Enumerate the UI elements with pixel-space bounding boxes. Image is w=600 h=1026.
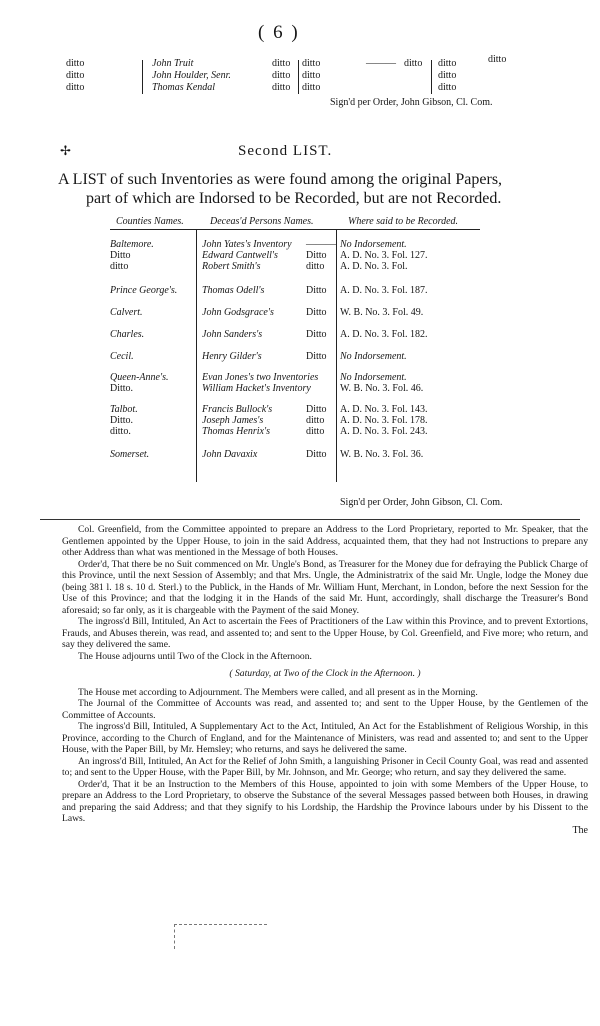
ditto-cell: Ditto xyxy=(306,307,327,318)
column-rule xyxy=(196,230,197,482)
county-name: Ditto. xyxy=(110,415,134,426)
record-reference: A. D. No. 3. Fol. xyxy=(340,261,408,272)
deceased-name: Thomas Henrix's xyxy=(202,426,270,437)
county-ditto: ditto xyxy=(66,82,85,93)
paragraph: Order'd, That it be an Instruction to the Members of this House, appointed to join with some Members of the Upper House, to prepare an Address to the Lord Proprietary, to observe the Substance of the several Messages passed between both Houses, in drawing and preparing the said Address; and that they signify to his Lordship, the Hardship the Province labours under by his Dissent to the Laws. xyxy=(62,778,588,824)
county-name: ditto. xyxy=(110,426,131,437)
deceased-name: Edward Cantwell's xyxy=(202,250,278,261)
ditto-cell: ditto xyxy=(302,82,321,93)
header-deceased: Deceas'd Persons Names. xyxy=(210,216,314,227)
ditto-cell: ditto xyxy=(404,58,423,69)
deceased-name: Thomas Kendal xyxy=(152,82,216,93)
county-ditto: ditto xyxy=(66,58,85,69)
deceased-name: Evan Jones's two Inventories xyxy=(202,372,319,383)
heading-line-2: part of which are Indorsed to be Recorded, but are not Recorded. xyxy=(86,190,502,207)
star-mark: ✢ xyxy=(60,143,71,158)
county-name: Charles. xyxy=(110,329,145,340)
deceased-name: William Hacket's Inventory xyxy=(202,383,311,394)
ditto-cell: ditto xyxy=(302,70,321,81)
record-reference: A. D. No. 3. Fol. 187. xyxy=(340,285,428,296)
record-reference: A. D. No. 3. Fol. 178. xyxy=(340,415,428,426)
ditto-cell: Ditto xyxy=(306,329,327,340)
column-rule xyxy=(298,60,299,94)
column-rule xyxy=(431,60,432,94)
ditto-cell: ditto xyxy=(306,426,325,437)
record-reference: No Indorsement. xyxy=(340,239,407,250)
second-list-title: Second LIST. xyxy=(238,143,333,159)
deceased-name: Joseph James's xyxy=(202,415,264,426)
heading-line-1: A LIST of such Inventories as were found among the original Papers, xyxy=(58,171,503,188)
record-reference: A. D. No. 3. Fol. 243. xyxy=(340,426,428,437)
paragraph: The ingross'd Bill, Intituled, An Act to ascertain the Fees of Practitioners of the Law within this Province, and to prevent Extortions, Frauds, and Abuses therein, was read, and assented to; and sent to the Upper House, by Col. Greenfield, and Five more; who return, and say they delivered the same. xyxy=(62,616,588,650)
signed-order-top: Sign'd per Order, John Gibson, Cl. Com. xyxy=(330,97,493,108)
record-reference: No Indorsement. xyxy=(340,351,407,362)
record-reference: A. D. No. 3. Fol. 182. xyxy=(340,329,428,340)
deceased-name: Thomas Odell's xyxy=(202,285,265,296)
dash-mark: ——— xyxy=(366,58,396,69)
record-reference: W. B. No. 3. Fol. 36. xyxy=(340,449,424,460)
header-counties: Counties Names. xyxy=(116,216,184,227)
county-name: Calvert. xyxy=(110,307,143,318)
catchword: The xyxy=(572,824,588,836)
ditto-cell: ditto xyxy=(272,58,291,69)
column-rule xyxy=(142,60,143,94)
ditto-cell: Ditto xyxy=(306,285,327,296)
county-name: Ditto. xyxy=(110,383,134,394)
county-name: Ditto xyxy=(110,250,131,261)
deceased-name: Robert Smith's xyxy=(202,261,261,272)
paragraph: The House adjourns until Two of the Clock in the Afternoon. xyxy=(78,650,312,662)
ditto-cell: ditto xyxy=(438,82,457,93)
deceased-name: John Godsgrace's xyxy=(202,307,274,318)
header-where-recorded: Where said to be Recorded. xyxy=(348,216,459,227)
deceased-name: John Truit xyxy=(152,58,194,69)
journal-text xyxy=(62,524,588,836)
ditto-cell: Ditto xyxy=(306,351,327,362)
ditto-cell: ditto xyxy=(438,58,457,69)
record-reference: No Indorsement. xyxy=(340,372,407,383)
ditto-cell: ditto xyxy=(488,54,507,65)
ditto-cell: ditto xyxy=(306,261,325,272)
deceased-name: John Sanders's xyxy=(202,329,263,340)
list-heading xyxy=(58,170,578,208)
section-rule xyxy=(40,519,580,520)
deceased-name: John Yates's Inventory xyxy=(202,239,292,250)
ditto-cell: Ditto xyxy=(306,449,327,460)
paragraph: An ingross'd Bill, Intituled, An Act for the Relief of John Smith, a languishing Prisoner in Cecil County Goal, was read and assented to; and sent to the Upper House, with the Paper Bill, by Mr. Johnson, and Mr. George; who return, and say they delivered the same. xyxy=(62,755,588,778)
deceased-name: John Houlder, Senr. xyxy=(152,70,231,81)
paragraph: The House met according to Adjournment. The Members were called, and all present as in the Morning. xyxy=(78,686,478,698)
county-name: Cecil. xyxy=(110,351,134,362)
ditto-cell: ditto xyxy=(438,70,457,81)
deceased-name: Henry Gilder's xyxy=(202,351,262,362)
county-name: Talbot. xyxy=(110,404,138,415)
record-reference: A. D. No. 3. Fol. 127. xyxy=(340,250,428,261)
ditto-cell: Ditto xyxy=(306,404,327,415)
ditto-cell: ditto xyxy=(272,82,291,93)
county-name: Baltemore. xyxy=(110,239,154,250)
record-reference: A. D. No. 3. Fol. 143. xyxy=(340,404,428,415)
paragraph: Order'd, That there be no Suit commenced on Mr. Ungle's Bond, as Treasurer for the Money due for defraying the Publick Charge of this Province, until the next Session of Assembly; and that Mrs. Ungle, the Administratrix of the said Mr. Ungle, lodge the Money due (being 381 l. 18 s. 10 d. Sterl.) to the Publick, in the Hands of Mr. William Hunt, Merchant, in London, before the next Session for the Use of this Province; and that the lodging it in the Hands of the said Mr. Hunt, accordingly, shall discharge the Treasurer's Bond aforesaid; so far only, as it is chargeable with the Payment of the said Money. xyxy=(62,558,588,616)
paragraph: The ingross'd Bill, Intituled, A Supplementary Act to the Act, Intituled, An Act for the Establishment of Religious Worship, in this Province, according to the Church of England, and for the Maintenance of Ministers, was read and assented to; and sent to the Upper House, with the Paper Bill, by Mr. Hemsley; who returns, and says he delivered the same. xyxy=(62,721,588,755)
page-number: ( 6 ) xyxy=(258,22,300,43)
deceased-name: Francis Bullock's xyxy=(202,404,273,415)
signed-order-bottom: Sign'd per Order, John Gibson, Cl. Com. xyxy=(340,497,503,508)
paragraph: The Journal of the Committee of Accounts was read, and assented to; and sent to the Upper House, by the Gentlemen of the Committee of Accounts. xyxy=(62,698,588,721)
county-name: Somerset. xyxy=(110,449,150,460)
county-name: ditto xyxy=(110,261,129,272)
ditto-cell: ditto xyxy=(306,415,325,426)
ditto-table-top xyxy=(66,54,566,94)
session-heading: ( Saturday, at Two of the Clock in the Afternoon. ) xyxy=(229,668,421,679)
county-name: Prince George's. xyxy=(110,285,178,296)
ditto-cell: ditto xyxy=(302,58,321,69)
header-rule xyxy=(110,229,480,230)
ink-mark xyxy=(174,924,267,949)
deceased-name: John Davaxix xyxy=(202,449,258,460)
ditto-cell: ——— xyxy=(306,239,336,250)
record-reference: W. B. No. 3. Fol. 46. xyxy=(340,383,424,394)
county-ditto: ditto xyxy=(66,70,85,81)
ditto-cell: Ditto xyxy=(306,250,327,261)
county-name: Queen-Anne's. xyxy=(110,372,169,383)
record-reference: W. B. No. 3. Fol. 49. xyxy=(340,307,424,318)
paragraph: Col. Greenfield, from the Committee appointed to prepare an Address to the Lord Proprietary, reported to Mr. Speaker, that the Gentlemen appointed by the Upper House, to join in the said Address, acquainted them, that they had not Instructions to prepare any other Address than what was mentioned in the Message of both Houses. xyxy=(62,524,588,558)
ditto-cell: ditto xyxy=(272,70,291,81)
